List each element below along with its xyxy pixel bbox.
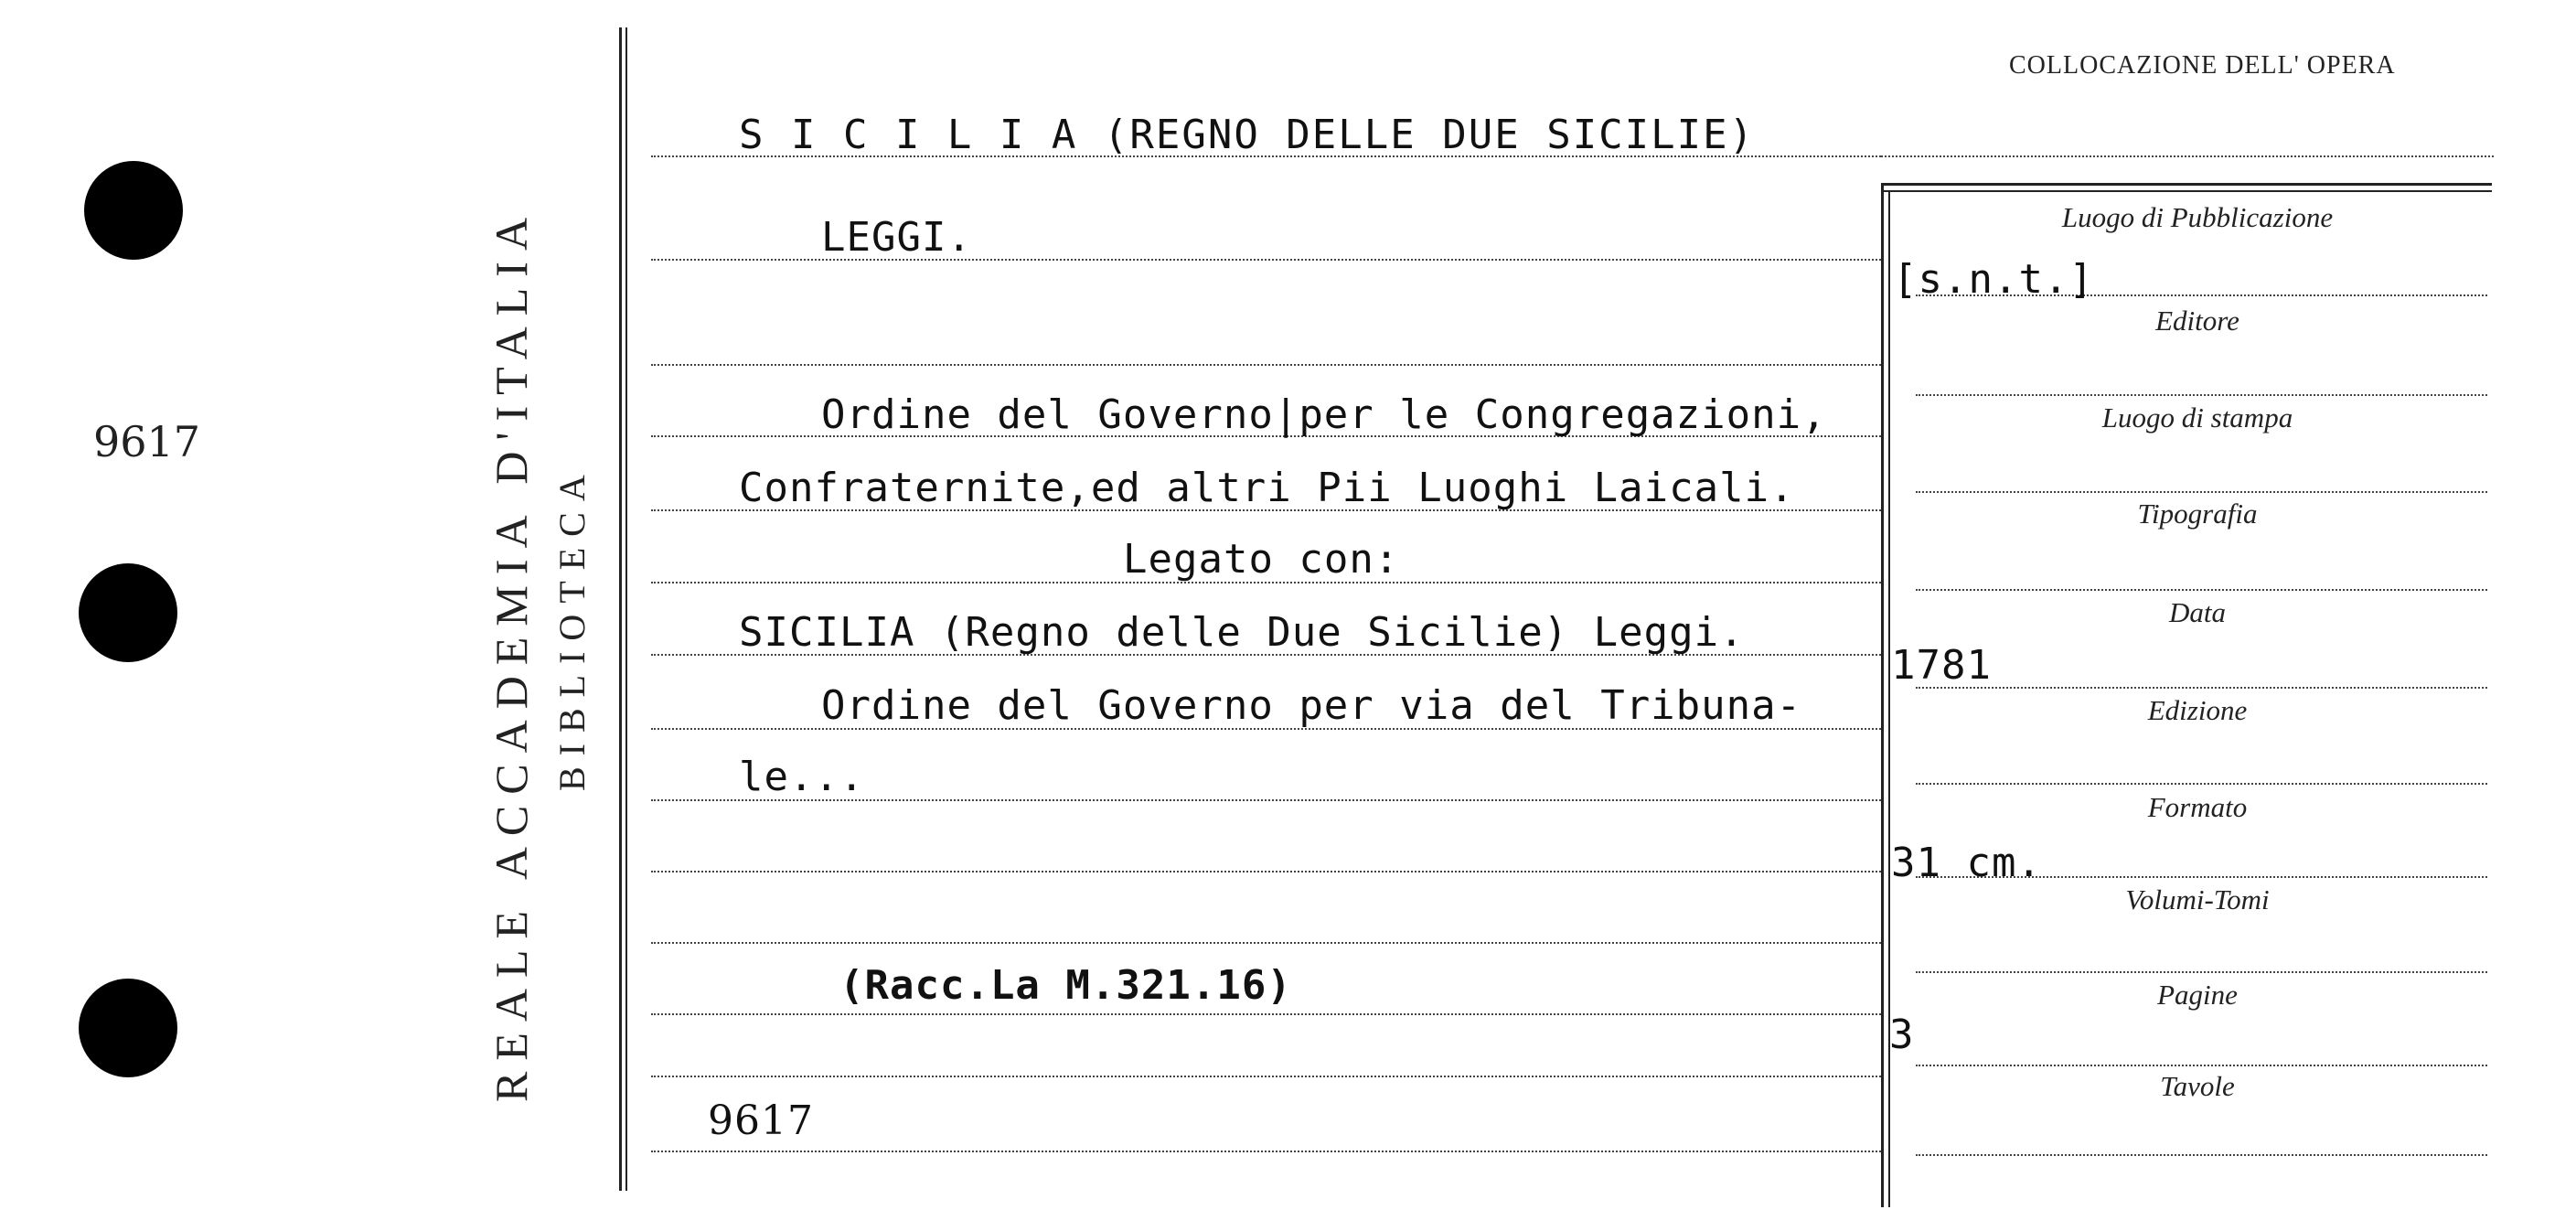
panel-ruled-line <box>1916 1154 2487 1156</box>
entry-catalog-number: 9617 <box>708 1097 814 1144</box>
ruled-line <box>651 942 1881 944</box>
panel-ruled-line <box>1916 589 2487 591</box>
field-value-pagine: 3 <box>1889 1012 1915 1058</box>
panel-ruled-line <box>1916 394 2487 396</box>
ruled-line <box>651 871 1881 872</box>
left-double-rule-b <box>625 27 627 1191</box>
panel-ruled-line <box>1916 1065 2487 1066</box>
field-value-luogo-pubblicazione: [s.n.t.] <box>1893 256 2094 303</box>
ruled-line <box>651 364 1881 366</box>
field-label-formato: Formato <box>2147 791 2248 823</box>
institution-name-vertical: REALE ACCADEMIA D'ITALIA <box>486 206 537 1102</box>
punch-hole-top <box>84 161 183 260</box>
panel-left-rule-a <box>1881 183 1884 1207</box>
punch-hole-bottom <box>79 979 177 1077</box>
panel-top-rule-a <box>1881 183 2492 186</box>
field-label-editore: Editore <box>2155 305 2239 337</box>
panel-top-rule-b <box>1881 190 2492 192</box>
entry-subject-line: LEGGI. <box>821 214 972 261</box>
panel-ruled-line <box>1916 971 2487 973</box>
field-label-tavole: Tavole <box>2160 1070 2235 1102</box>
entry-title-line: Confraternite,ed altri Pii Luoghi Laicali. <box>739 465 1795 511</box>
left-double-rule-a <box>619 27 622 1191</box>
field-value-data: 1781 <box>1891 642 1992 689</box>
entry-bound-title-line: Ordine del Governo per via del Tribuna- <box>821 682 1802 729</box>
entry-collection-line: (Racc.La M.321.16) <box>839 962 1292 1009</box>
ruled-line <box>651 1151 1881 1152</box>
field-label-luogo-pubblicazione: Luogo di Pubblicazione <box>2061 201 2334 233</box>
field-label-tipografia: Tipografia <box>2137 498 2258 530</box>
entry-heading-line: S I C I L I A (REGNO DELLE DUE SICILIE) <box>739 112 1756 158</box>
field-label-luogo-stampa: Luogo di stampa <box>2101 401 2293 434</box>
field-label-pagine: Pagine <box>2157 979 2238 1011</box>
entry-title-line: Ordine del Governo|per le Congregazioni, <box>821 391 1827 438</box>
ruled-line <box>1881 155 2494 157</box>
entry-note-line: Legato con: <box>1123 536 1400 583</box>
ruled-line <box>651 1013 1881 1015</box>
library-name-vertical: BIBLIOTECA <box>551 464 593 791</box>
entry-bound-title-line: le... <box>739 754 865 800</box>
location-heading: COLLOCAZIONE DELL' OPERA <box>2009 51 2396 80</box>
field-value-formato: 31 cm. <box>1891 840 2042 886</box>
field-label-data: Data <box>2169 596 2226 628</box>
panel-ruled-line <box>1916 491 2487 493</box>
panel-ruled-line <box>1916 687 2487 689</box>
punch-hole-middle <box>79 563 177 662</box>
entry-bound-with-line: SICILIA (Regno delle Due Sicilie) Leggi. <box>739 609 1745 656</box>
panel-ruled-line <box>1916 783 2487 785</box>
field-label-volumi-tomi: Volumi-Tomi <box>2125 883 2270 915</box>
field-label-edizione: Edizione <box>2147 694 2248 726</box>
ruled-line <box>651 1076 1881 1077</box>
side-catalog-number: 9617 <box>93 417 201 466</box>
